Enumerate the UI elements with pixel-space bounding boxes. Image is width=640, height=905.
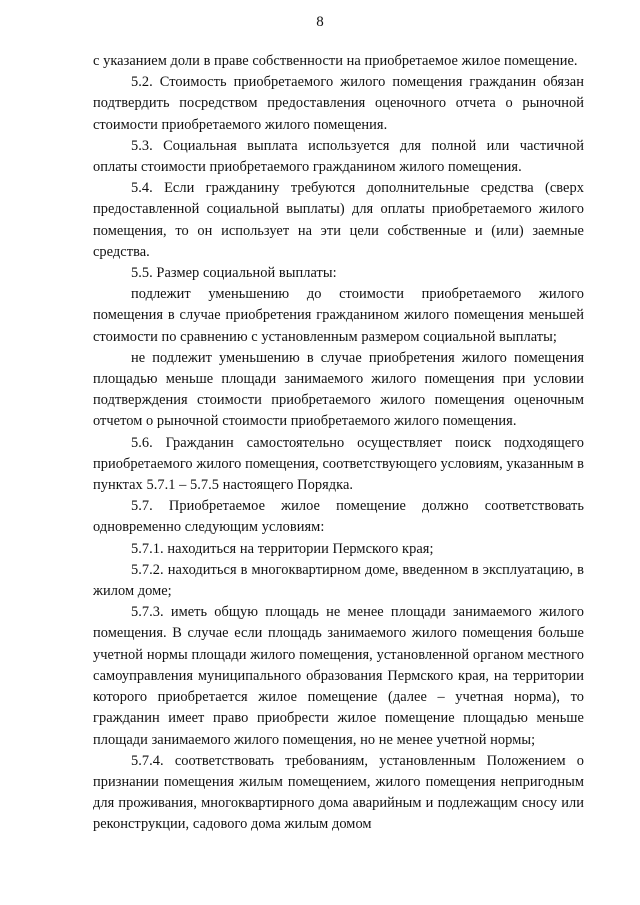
page-number: 8 (316, 14, 324, 30)
paragraph-continuation: с указанием доли в праве собственности на приобретаемое жилое помещение. (93, 53, 578, 69)
paragraph-5-5-no-reduce: не подлежит уменьшению в случае приобретения жилого помещения площадью меньше площади занимаемого жилого помещения при условии подтверждения стоимости приобретаемого жилого помещения оценочным отчетом о рыночной стоимости приобретаемого жилого помещения. (93, 349, 584, 430)
document-body (93, 51, 584, 836)
paragraph-5-7: 5.7. Приобретаемое жилое помещение должно соответствовать одновременно следующим условиям: (93, 498, 584, 536)
paragraph-5-7-4: 5.7.4. соответствовать требованиям, установленным Положением о признании помещения жилым помещением, жилого помещения непригодным для проживания, многоквартирного дома аварийным и подлежащим сносу или реконструкции, садового дома жилым домом (93, 752, 584, 833)
paragraph-5-6: 5.6. Гражданин самостоятельно осуществляет поиск подходящего приобретаемого жилого помещения, соответствующего условиям, указанным в пунктах 5.7.1 – 5.7.5 настоящего Порядка. (93, 434, 584, 494)
paragraph-5-7-1: 5.7.1. находиться на территории Пермского края; (131, 540, 434, 557)
paragraph-5-7-2: 5.7.2. находиться в многоквартирном доме, введенном в эксплуатацию, в жилом доме; (93, 561, 584, 600)
paragraph-5-5-reduce: подлежит уменьшению до стоимости приобретаемого жилого помещения в случае приобретения гражданином жилого помещения меньшей стоимости по сравнению с установленным размером социальной выплаты; (93, 286, 584, 345)
paragraph-5-4: 5.4. Если гражданину требуются дополнительные средства (сверх предоставленной социальной выплаты) для оплаты приобретаемого жилого помещения, то он использует на эти цели собственные и (или) заемные средства. (93, 180, 584, 260)
paragraph-5-3: 5.3. Социальная выплата используется для полной или частичной оплаты стоимости приобретаемого гражданином жилого помещения. (93, 137, 584, 176)
paragraph-5-2: 5.2. Стоимость приобретаемого жилого помещения гражданин обязан подтвердить посредством предоставления оценочного отчета о рыночной стоимости приобретаемого жилого помещения. (93, 74, 584, 133)
paragraph-5-7-3: 5.7.3. иметь общую площадь не менее площади занимаемого жилого помещения. В случае если площадь занимаемого жилого помещения больше учетной нормы площади жилого помещения, установленной органом местного самоуправления муниципального образования Пермского края, на территории которого приобретается жилое помещение (далее – учетная норма), то гражданин имеет право приобрести жилое помещение площадью меньше площади занимаемого жилого помещения, но не менее учетной нормы; (93, 604, 584, 748)
paragraph-5-5: 5.5. Размер социальной выплаты: (131, 265, 337, 282)
